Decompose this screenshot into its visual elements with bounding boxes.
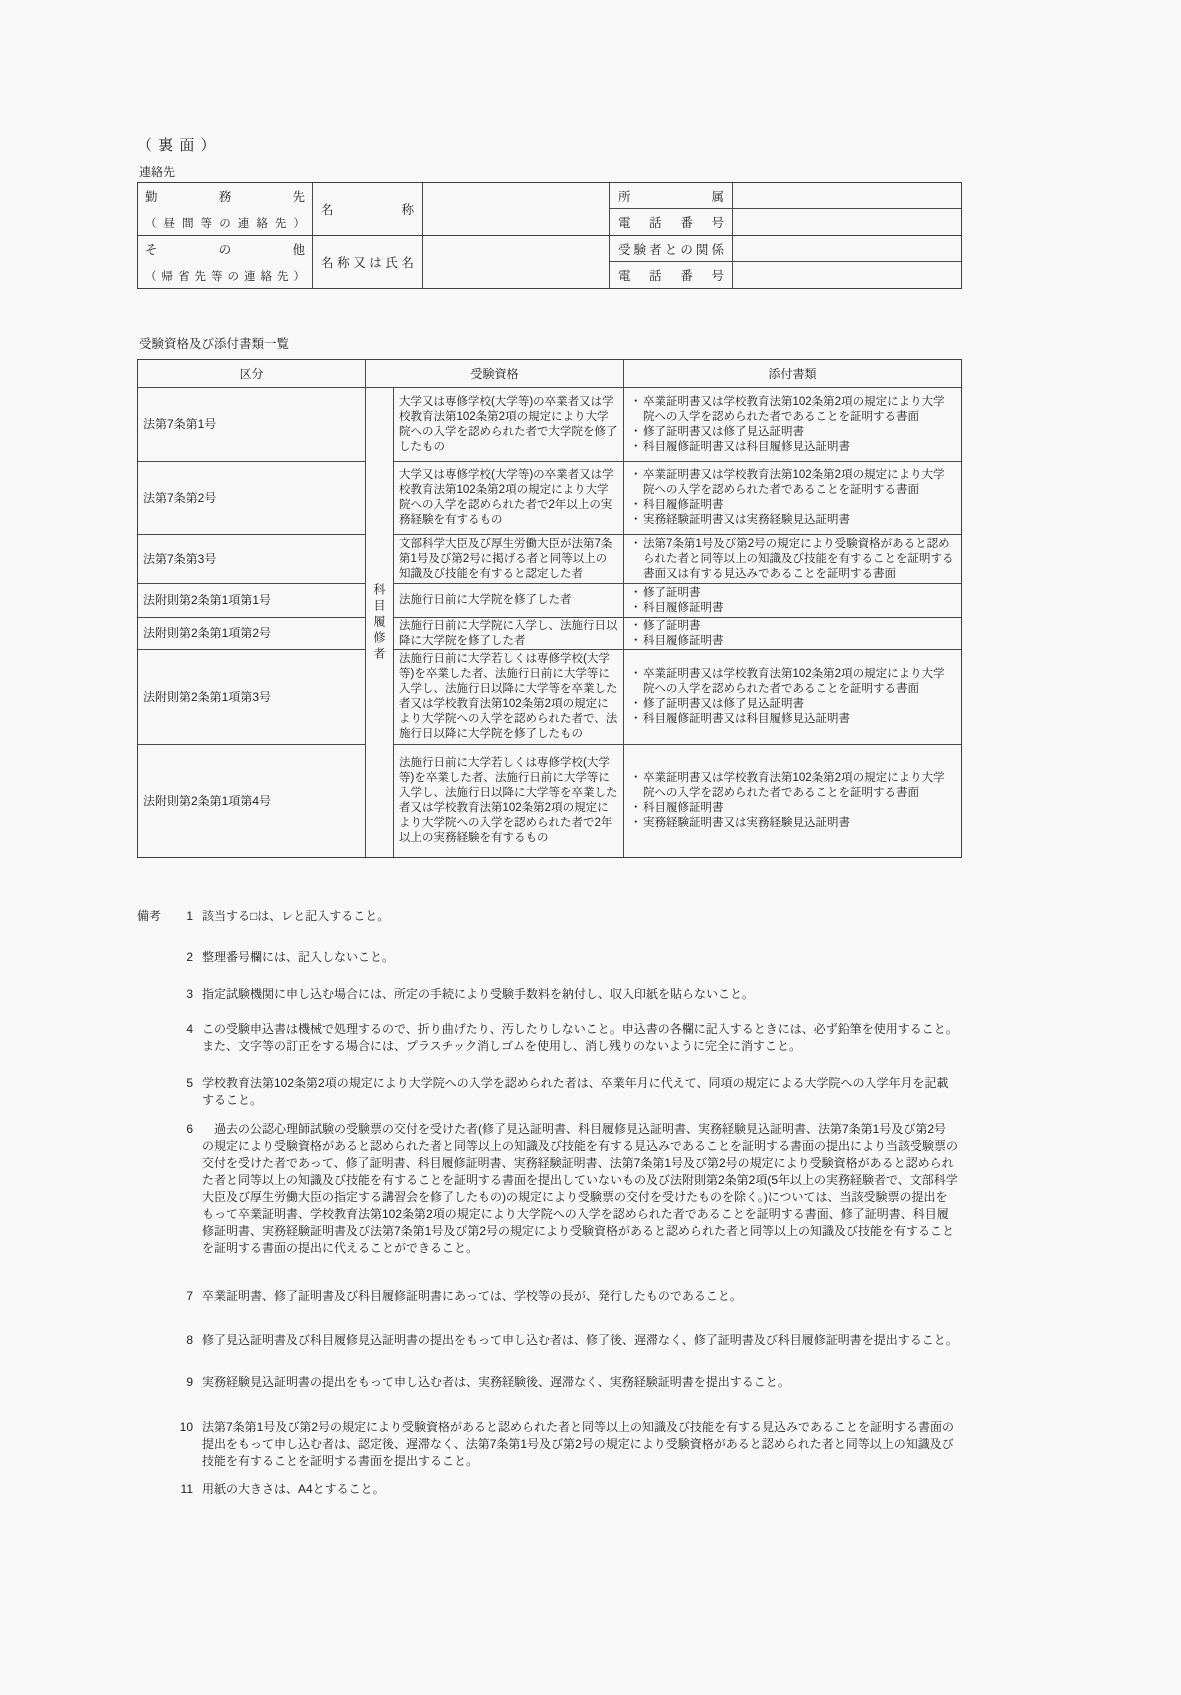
document-text: 科目履修証明書又は科目履修見込証明書 [643, 713, 850, 725]
document-text: 科目履修証明書又は科目履修見込証明書 [643, 440, 850, 453]
remark-text: 過去の公認心理師試験の受験票の交付を受けた者(修了見込証明書、科目履修見込証明書、実務経験見込証明書、法第7条第1号及び第2号の規定により受験資格があると認められた者と同等以上の知識及び技能を有する見込みであることを証明する書面の提出により当該受験票の交付を受けた者であって、修了証明書、科目履修証明書、実務経験証明書、法第7条第1号及び第2号の規定により受験資格があると認められた者と同等以上の知識及び技能を有することを証明する書面を提出していないもの及び法附則第2条第2項(5年以上の実務経験者で、文部科学大臣及び厚生労働大臣の指定する講習会を修了したもの)の規定により受験票の交付を受けたものを除く。)については、当該受験票の提出をもって卒業証明書、学校教育法第102条第2項の規定により大学院への入学を認められた者であることを証明する書面、修了証明書、科目履修証明書、実務経験証明書及び法第7条第1号及び第2号の規定により受験資格があると認められた者と同等以上の知識及び技能を有することを証明する書面の提出に代えることができること。 [202, 1122, 959, 1255]
table-row-qualification [394, 618, 624, 650]
qualification-text: 法施行日前に大学若しくは専修学校(大学等)を卒業した者、法施行日前に大学等に入学し、法施行日以降に大学等を卒業した者又は学校教育法第102条第2項の規定により大学院への入学を認められた者で2年以上の実務経験を有するもの [399, 757, 618, 844]
remark-text: 法第7条第1号及び第2号の規定により受験資格があると認められた者と同等以上の知識及び技能を有する見込みであることを証明する書面の提出をもって申し込む者は、認定後、遅滞なく、法第7条第1号及び第2号の規定により受験資格があると認められた者と同等以上の知識及び技能を有することを証明する書面を提出すること。 [202, 1420, 955, 1468]
document-item [630, 601, 955, 616]
contact-field-value-cell [733, 209, 961, 235]
document-item [630, 586, 955, 601]
table-row-qualification [394, 388, 624, 462]
document-text: 修了証明書又は修了見込証明書 [643, 698, 804, 710]
bullet-marker: ・ [630, 425, 642, 438]
qualification-table-title: 受験資格及び添付書類一覧 [139, 337, 290, 351]
remark-item [137, 949, 958, 966]
table-row-documents [624, 745, 961, 857]
bullet-marker: ・ [630, 772, 642, 784]
qualification-text: 法施行日前に大学院に入学し、法施行日以降に大学院を修了した者 [399, 619, 618, 647]
contact-name-label: 名称 [321, 203, 414, 217]
remark-text: 指定試験機関に申し込む場合には、所定の手続により受験手数料を納付し、収入印紙を貼らないこと。 [202, 987, 755, 1001]
table-row-category: 法附則第2条第1項第1号 [138, 584, 366, 618]
table-row-qualification [394, 462, 624, 535]
remark-text: 修了見込証明書及び科目履修見込証明書の提出をもって申し込む者は、修了後、遅滞なく、修了証明書及び科目履修証明書を提出すること。 [202, 1333, 958, 1347]
remark-text: この受験申込書は機械で処理するので、折り曲げたり、汚したりしないこと。申込書の各欄に記入するときには、必ず鉛筆を使用すること。また、文字等の訂正をする場合には、プラスチック消しゴムを使用し、消し残りのないように完全に消すこと。 [202, 1022, 958, 1053]
bullet-marker: ・ [630, 514, 642, 526]
qualification-text: 大学又は専修学校(大学等)の卒業者又は学校教育法第102条第2項の規定により大学院への入学を認められた者で2年以上の実務経験を有するもの [399, 469, 614, 526]
qualification-table-header [138, 360, 961, 388]
remark-number: 4 [186, 1022, 193, 1036]
document-text: 実務経験証明書又は実務経験見込証明書 [643, 817, 850, 829]
contact-name-label-cell [313, 236, 423, 288]
remark-item [137, 1121, 958, 1257]
contact-label-main: その他 [145, 243, 305, 257]
document-item [630, 697, 955, 712]
bullet-marker: ・ [630, 619, 642, 632]
remarks-section [137, 908, 958, 1498]
remark-item [137, 1021, 958, 1055]
document-text: 卒業証明書又は学校教育法第102条第2項の規定により大学院への入学を認められた者であることを証明する書面 [643, 668, 945, 695]
contact-row-other [138, 235, 961, 288]
remarks-label [137, 1332, 173, 1349]
contact-label-cell [138, 183, 313, 235]
table-row-category: 法第7条第1号 [138, 388, 366, 462]
bullet-marker: ・ [630, 668, 642, 680]
contact-field-label: 電話番号 [618, 269, 724, 283]
document-text: 修了証明書 [643, 586, 701, 599]
remarks-label [137, 1374, 173, 1391]
document-text: 科目履修証明書 [643, 601, 724, 614]
contact-name-value-cell [423, 236, 610, 288]
remark-number: 7 [186, 1289, 193, 1303]
contact-field-label-cell [610, 183, 733, 209]
remark-item [137, 1374, 958, 1391]
bullet-marker: ・ [630, 634, 642, 647]
document-text: 科目履修証明書 [643, 802, 724, 814]
document-text: 卒業証明書又は学校教育法第102条第2項の規定により大学院への入学を認められた者であることを証明する書面 [643, 395, 945, 423]
table-row-category: 法第7条第3号 [138, 535, 366, 584]
document-item [630, 513, 955, 528]
bullet-marker: ・ [630, 537, 642, 550]
qualification-text: 大学又は専修学校(大学等)の卒業者又は学校教育法第102条第2項の規定により大学院への入学を認められた者で大学院を修了したもの [399, 395, 618, 453]
remarks-label [137, 1481, 173, 1498]
table-row-qualification [394, 584, 624, 618]
bullet-marker: ・ [630, 440, 642, 453]
table-row-documents [624, 388, 961, 462]
header-qualification: 受験資格 [366, 360, 624, 387]
document-text: 修了証明書又は修了見込証明書 [643, 425, 804, 438]
remarks-label [137, 1121, 173, 1257]
document-item [630, 537, 955, 582]
vertical-label-course-taker: 科目履修者 [366, 388, 394, 857]
contact-field-value-cell [733, 183, 961, 209]
remark-item [137, 1075, 958, 1109]
contact-label-cell [138, 236, 313, 288]
remark-item [137, 1332, 958, 1349]
document-text: 法第7条第1号及び第2号の規定により受験資格があると認められた者と同等以上の知識及び技能を有することを証明する書面又は有する見込みであることを証明する書面 [643, 537, 954, 580]
remark-text: 該当する□は、レと記入すること。 [202, 909, 390, 923]
document-text: 科目履修証明書 [643, 634, 724, 647]
remark-number: 6 [186, 1122, 193, 1136]
bullet-marker: ・ [630, 499, 642, 511]
remark-text: 実務経験見込証明書の提出をもって申し込む者は、実務経験後、遅滞なく、実務経験証明書を提出すること。 [202, 1375, 790, 1389]
remarks-label [137, 1288, 173, 1305]
table-row-category: 法附則第2条第1項第2号 [138, 618, 366, 650]
qualification-table [137, 359, 962, 858]
contact-name-label: 名称又は氏名 [321, 256, 414, 270]
remark-number: 5 [186, 1076, 193, 1090]
contact-field-value-cell [733, 262, 961, 288]
qualification-text: 文部科学大臣及び厚生労働大臣が法第7条第1号及び第2号に掲げる者と同等以上の知識及び技能を有すると認定した者 [399, 537, 613, 580]
remark-text: 卒業証明書、修了証明書及び科目履修証明書にあっては、学校等の長が、発行したものであること。 [202, 1289, 742, 1303]
document-item [630, 425, 955, 440]
remark-number: 1 [186, 909, 193, 923]
contact-field-label-cell [610, 262, 733, 288]
table-row-documents [624, 618, 961, 650]
contact-field-label-cell [610, 209, 733, 235]
remark-text: 整理番号欄には、記入しないこと。 [202, 950, 395, 964]
contact-label-sub: （昼間等の連絡先） [145, 218, 305, 230]
remark-item [137, 1288, 958, 1305]
bullet-marker: ・ [630, 395, 642, 408]
qualification-text: 法施行日前に大学若しくは専修学校(大学等)を卒業した者、法施行日前に大学等に入学し、法施行日以降に大学等を卒業した者又は学校教育法第102条第2項の規定により大学院への入学を認められた者で、法施行日以降に大学院を修了したもの [399, 653, 618, 740]
header-category: 区分 [138, 360, 366, 387]
remark-number: 9 [186, 1375, 193, 1389]
contact-field-label: 受験者との関係 [618, 242, 724, 257]
bullet-marker: ・ [630, 698, 642, 710]
contact-field-label-cell [610, 236, 733, 262]
remark-item [137, 986, 958, 1003]
remarks-label [137, 986, 173, 1003]
remark-item [137, 1419, 958, 1470]
contact-row-workplace [138, 183, 961, 235]
table-row-qualification [394, 535, 624, 584]
remarks-label: 備考 [137, 909, 162, 923]
document-text: 実務経験証明書又は実務経験見込証明書 [643, 514, 850, 526]
document-text: 科目履修証明書 [643, 499, 724, 511]
remark-item [137, 908, 958, 925]
document-item [630, 634, 955, 649]
remarks-label [137, 1419, 173, 1470]
qualification-table-body [138, 388, 961, 857]
remarks-label [137, 1075, 173, 1109]
document-item [630, 667, 955, 697]
contact-heading: 連絡先 [139, 165, 176, 179]
bullet-marker: ・ [630, 817, 642, 829]
table-row-category: 法附則第2条第1項第4号 [138, 745, 366, 857]
document-item [630, 619, 955, 634]
contact-field-label: 所属 [618, 189, 724, 204]
document-item [630, 498, 955, 513]
contact-field-value-cell [733, 236, 961, 262]
table-row-category: 法附則第2条第1項第3号 [138, 650, 366, 745]
header-documents: 添付書類 [768, 367, 817, 381]
document-text: 卒業証明書又は学校教育法第102条第2項の規定により大学院への入学を認められた者であることを証明する書面 [643, 469, 945, 496]
remarks-label [137, 1021, 173, 1055]
document-item [630, 395, 955, 425]
remark-number: 10 [179, 1420, 193, 1434]
bullet-marker: ・ [630, 469, 642, 481]
remark-number: 11 [180, 1482, 193, 1496]
document-item [630, 801, 955, 816]
remark-item [137, 1481, 958, 1498]
document-text: 卒業証明書又は学校教育法第102条第2項の規定により大学院への入学を認められた者であることを証明する書面 [643, 772, 945, 799]
bullet-marker: ・ [630, 713, 642, 725]
bullet-marker: ・ [630, 601, 642, 614]
remark-number: 3 [186, 987, 193, 1001]
contact-label-sub: （帰省先等の連絡先） [145, 271, 305, 283]
document-item [630, 712, 955, 727]
remark-text: 用紙の大きさは、A4とすること。 [202, 1482, 385, 1496]
page-back-label: （ 裏 面 ） [137, 137, 217, 154]
contact-name-label-cell [313, 183, 423, 235]
contact-table [137, 182, 962, 289]
remark-number: 2 [186, 950, 193, 964]
contact-name-value-cell [423, 183, 610, 235]
document-item [630, 816, 955, 831]
table-row-documents [624, 462, 961, 535]
table-row-category: 法第7条第2号 [138, 462, 366, 535]
table-row-documents [624, 584, 961, 618]
document-item [630, 468, 955, 498]
remark-text: 学校教育法第102条第2項の規定により大学院への入学を認められた者は、卒業年月に代えて、同項の規定による大学院への入学年月を記載すること。 [202, 1076, 949, 1107]
document-item [630, 440, 955, 455]
bullet-marker: ・ [630, 586, 642, 599]
bullet-marker: ・ [630, 802, 642, 814]
remark-number: 8 [186, 1333, 193, 1347]
document-text: 修了証明書 [643, 619, 701, 632]
table-row-qualification [394, 745, 624, 857]
remarks-label [137, 949, 173, 966]
qualification-text: 法施行日前に大学院を修了した者 [399, 594, 572, 606]
contact-field-label: 電話番号 [618, 216, 724, 230]
document-item [630, 771, 955, 801]
table-row-documents [624, 535, 961, 584]
contact-label-main: 勤務先 [145, 190, 305, 204]
table-row-qualification [394, 650, 624, 745]
table-row-documents [624, 650, 961, 745]
